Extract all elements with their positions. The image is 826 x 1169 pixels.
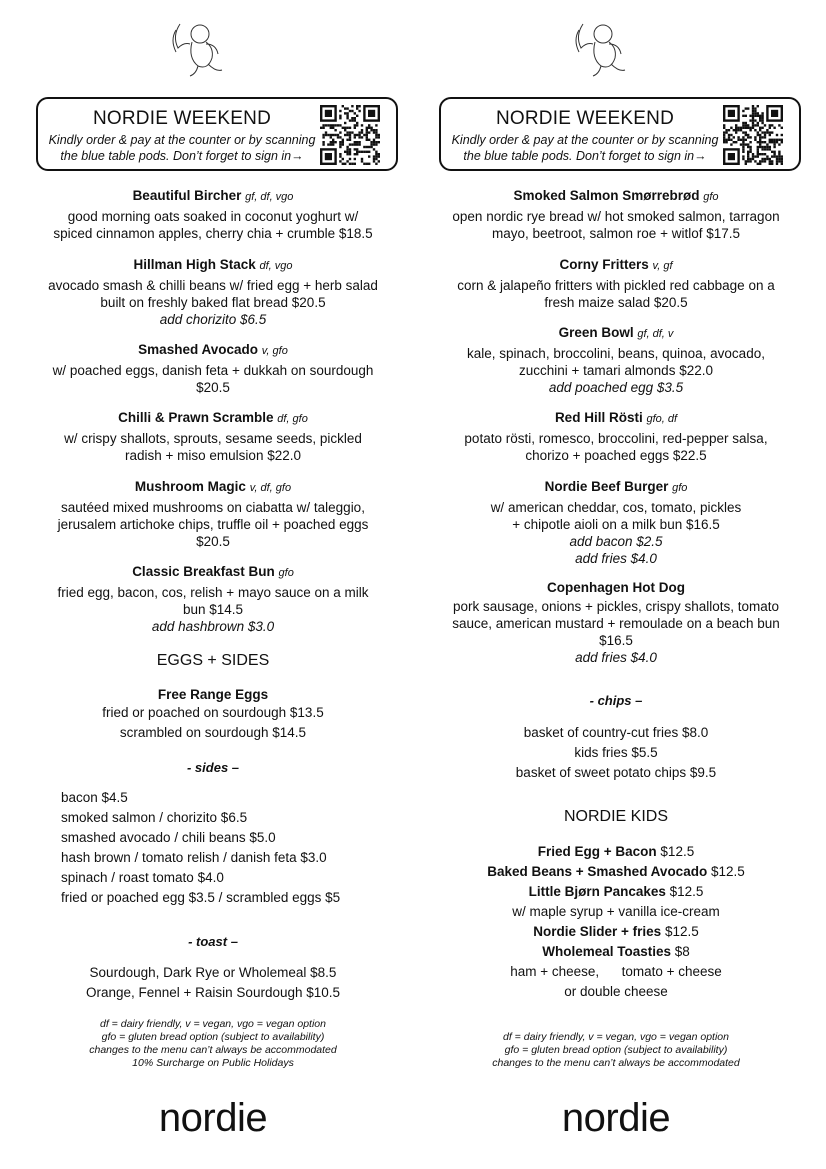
item-name: Corny Fritters	[559, 257, 649, 272]
qr-code-icon[interactable]	[320, 105, 380, 165]
item-description: avocado smash & chilli beans w/ fried egg + herb salad built on freshly baked flat bread $20.5	[48, 278, 378, 310]
menu-item	[426, 409, 806, 464]
item-description: w/ american cheddar, cos, tomato, pickles + chipotle aioli on a milk bun $16.5	[490, 500, 742, 532]
list-item: spinach / roast tomato $4.0	[61, 870, 224, 885]
dietary-tags: gf, df, vgo	[245, 191, 294, 203]
item-description: sautéed mixed mushrooms on ciabatta w/ taleggio, jerusalem artichoke chips, truffle oil + poached eggs $20.5	[57, 500, 369, 549]
kids-item: Wholemeal Toasties $8	[542, 944, 690, 959]
item-addon: add bacon $2.5	[569, 534, 663, 549]
order-instructions: Kindly order & pay at the counter or by scanning the blue table pods. Don’t forget to sign in→	[48, 133, 316, 163]
list-item: hash brown / tomato relish / danish feta $3.0	[61, 850, 327, 865]
toast-heading: - toast –	[188, 934, 238, 949]
list-item: kids fries $5.5	[574, 745, 658, 760]
list-item: basket of country-cut fries $8.0	[523, 725, 709, 740]
item-description: w/ poached eggs, danish feta + dukkah on sourdough $20.5	[52, 363, 374, 395]
menu-item	[23, 563, 403, 635]
item-description: good morning oats soaked in coconut yoghurt w/ spiced cinnamon apples, cherry chia + crumble $18.5	[53, 209, 373, 241]
item-description: kale, spinach, broccolini, beans, quinoa, avocado, zucchini + tamari almonds $22.0	[467, 346, 765, 378]
menu-item	[426, 187, 806, 242]
item-description: pork sausage, onions + pickles, crispy shallots, tomato sauce, american mustard + remoulade on a beach bun $16.5	[452, 599, 780, 648]
item-name: Green Bowl	[558, 325, 634, 340]
nordie-logo: nordie	[561, 1096, 671, 1140]
cherub-icon	[168, 14, 228, 80]
list-item: Orange, Fennel + Raisin Sourdough $10.5	[85, 985, 341, 1000]
item-description: corn & jalapeño fritters with pickled red cabbage on a fresh maize salad $20.5	[457, 278, 775, 310]
list-item: basket of sweet potato chips $9.5	[515, 765, 717, 780]
section-heading-eggs-sides: EGGS + SIDES	[156, 652, 270, 669]
item-description: w/ crispy shallots, sprouts, sesame seeds, pickled radish + miso emulsion $22.0	[64, 431, 362, 463]
kids-menu	[426, 842, 806, 1002]
kids-item: Nordie Slider + fries $12.5	[533, 924, 699, 939]
sides-heading: - sides –	[186, 760, 240, 775]
menu-item	[23, 478, 403, 550]
item-name: Hillman High Stack	[133, 257, 256, 272]
dietary-tags: df, vgo	[259, 260, 293, 272]
item-name: Copenhagen Hot Dog	[547, 580, 685, 595]
item-addon: add poached egg $3.5	[548, 380, 684, 395]
menu-item	[426, 579, 806, 666]
menu-column-right	[426, 0, 806, 1169]
menu-item	[426, 256, 806, 311]
list-item: smoked salmon / chorizito $6.5	[61, 810, 248, 825]
item-addon: add fries $4.0	[575, 551, 657, 566]
item-description: fried egg, bacon, cos, relish + mayo sauce on a milk bun $14.5	[57, 585, 369, 617]
menu-title: NORDIE WEEKEND	[92, 108, 272, 129]
menu-item	[23, 187, 403, 242]
kids-item: Little Bjørn Pancakes $12.5	[528, 884, 704, 899]
dietary-tags: v, df, gfo	[249, 482, 292, 494]
qr-code-icon[interactable]	[723, 105, 783, 165]
kids-item: Fried Egg + Bacon $12.5	[537, 844, 695, 859]
menu-item	[426, 478, 806, 567]
item-name: Beautiful Bircher	[132, 188, 242, 203]
kids-item: or double cheese	[564, 984, 668, 999]
dietary-tags: gfo, df	[646, 413, 678, 425]
list-item: fried or poached egg $3.5 / scrambled eggs $5	[61, 890, 341, 905]
menu-title: NORDIE WEEKEND	[495, 108, 675, 129]
footnotes: df = dairy friendly, v = vegan, vgo = vegan option gfo = gluten bread option (subject to availability) changes to the menu can’t always be accommodated	[492, 1031, 740, 1069]
list-item: Sourdough, Dark Rye or Wholemeal $8.5	[89, 965, 337, 980]
menu-item	[426, 324, 806, 396]
dietary-tags: df, gfo	[277, 413, 308, 425]
menu-item	[23, 341, 403, 396]
section-heading-kids: NORDIE KIDS	[563, 808, 668, 825]
menu-item	[23, 256, 403, 328]
item-name: Mushroom Magic	[134, 479, 246, 494]
item-name: Nordie Beef Burger	[544, 479, 669, 494]
dietary-tags: gfo	[278, 567, 294, 579]
dietary-tags: gf, df, v	[637, 328, 674, 340]
chips-heading: - chips –	[589, 693, 643, 708]
item-name: Chilli & Prawn Scramble	[118, 410, 274, 425]
item-name: Red Hill Rösti	[554, 410, 643, 425]
item-name: Smoked Salmon Smørrebrød	[513, 188, 700, 203]
item-addon: add hashbrown $3.0	[151, 619, 275, 634]
item-description: potato rösti, romesco, broccolini, red-pepper salsa, chorizo + poached eggs $22.5	[464, 431, 768, 463]
menu-item-free-range-eggs: Free Range Eggs fried or poached on sourdough $13.5 scrambled on sourdough $14.5	[102, 687, 324, 740]
item-addon: add fries $4.0	[575, 650, 657, 665]
kids-item: ham + cheese, tomato + cheese	[510, 964, 722, 979]
menu-item	[23, 409, 403, 464]
sides-list	[61, 788, 340, 908]
cherub-icon	[571, 14, 631, 80]
order-info-box	[36, 97, 398, 171]
dietary-tags: gfo	[703, 191, 719, 203]
list-item: bacon $4.5	[61, 790, 128, 805]
dietary-tags: gfo	[672, 482, 688, 494]
nordie-logo: nordie	[158, 1096, 268, 1140]
kids-item: Baked Beans + Smashed Avocado $12.5	[487, 864, 745, 879]
dietary-tags: v, gf	[652, 260, 673, 272]
item-description: open nordic rye bread w/ hot smoked salmon, tarragon mayo, beetroot, salmon roe + witlof $17.5	[452, 209, 780, 241]
kids-item: w/ maple syrup + vanilla ice-cream	[512, 904, 720, 919]
order-instructions: Kindly order & pay at the counter or by scanning the blue table pods. Don’t forget to sign in→	[451, 133, 719, 163]
footnotes: df = dairy friendly, v = vegan, vgo = vegan option gfo = gluten bread option (subject to availability) changes to the menu can’t always be accommodated 10% Surcharge on Public Holidays	[89, 1018, 337, 1069]
item-name: Classic Breakfast Bun	[132, 564, 275, 579]
list-item: smashed avocado / chili beans $5.0	[61, 830, 276, 845]
menu-column-left	[23, 0, 403, 1169]
order-info-box	[439, 97, 801, 171]
item-addon: add chorizito $6.5	[159, 312, 267, 327]
item-name: Smashed Avocado	[138, 342, 258, 357]
dietary-tags: v, gfo	[261, 345, 288, 357]
